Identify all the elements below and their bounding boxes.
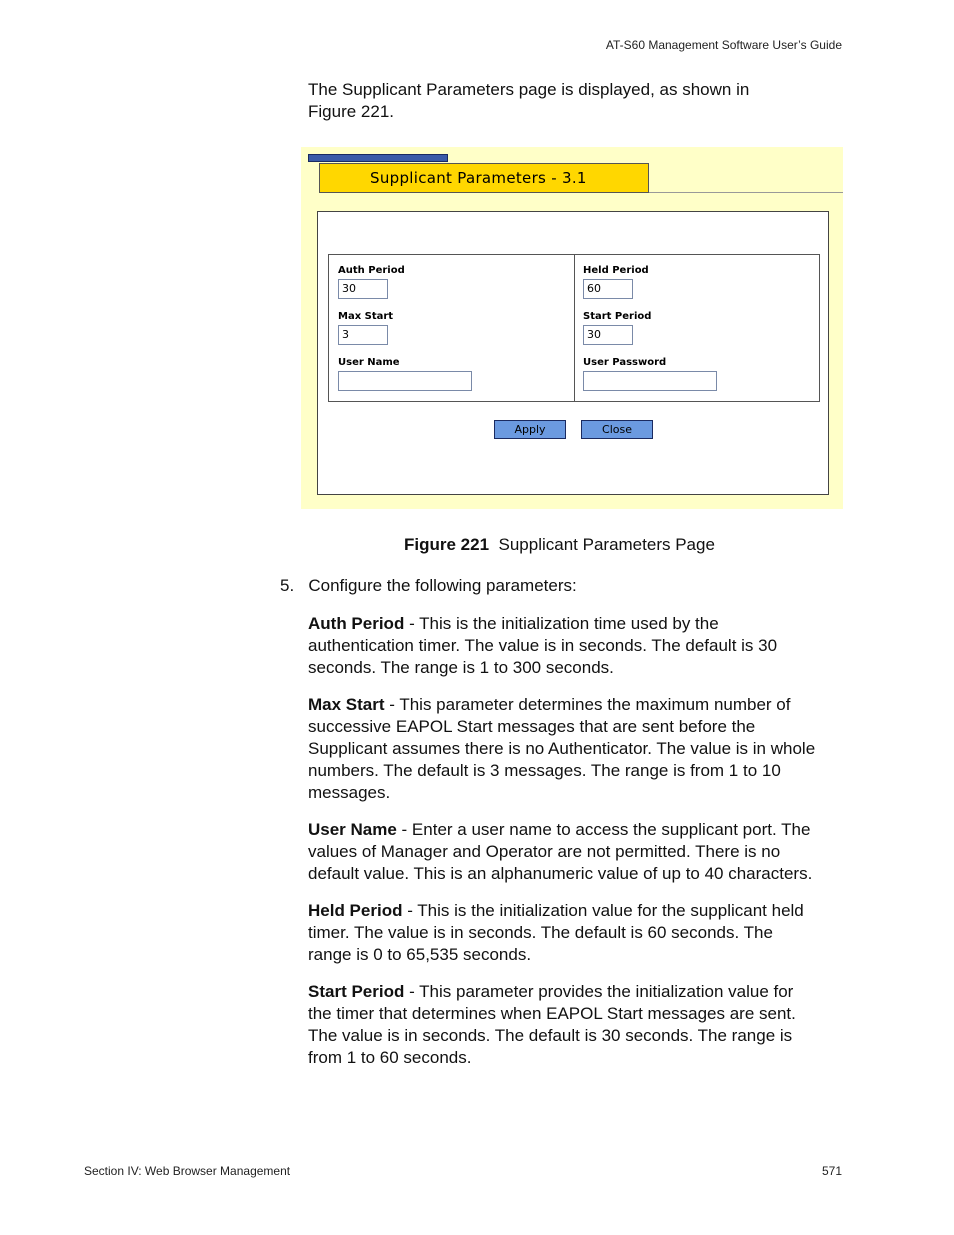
param-max-start [308,694,818,804]
param-desc: - This parameter provides the initialization value for the timer that determines when EAPOL Start messages are sent. The value is in seconds. The default is 30 seconds. The range is from 1 to 60 seconds. [308,982,796,1067]
param-desc: - Enter a user name to access the supplicant port. The values of Manager and Operator are not permitted. There is no default value. This is an alphanumeric value of up to 40 characters. [308,820,813,883]
close-button[interactable]: Close [581,420,653,439]
param-term: Start Period [308,982,405,1001]
figure-caption-number: Figure 221 [404,535,490,554]
figure-column-divider [574,255,575,401]
held-period-input[interactable]: 60 [583,279,633,299]
param-term: Held Period [308,901,403,920]
auth-period-input[interactable]: 30 [338,279,388,299]
param-desc: - This parameter determines the maximum number of successive EAPOL Start messages that are sent before the Supplicant assumes there is no Authenticator. The value is in whole numbers. The default is 3 messages. The range is from 1 to 10 messages. [308,695,816,802]
start-period-input[interactable]: 30 [583,325,633,345]
auth-period-label: Auth Period [338,265,405,276]
running-header: AT-S60 Management Software User’s Guide [605,38,842,52]
user-name-input[interactable] [338,371,472,391]
figure-caption [404,535,715,555]
apply-button[interactable]: Apply [494,420,566,439]
param-user-name [308,819,818,885]
figure-fields-box [328,254,820,402]
start-period-label: Start Period [583,311,652,322]
figure-form-panel [317,211,829,495]
step-number: 5. [280,576,295,595]
figure-page-title: Supplicant Parameters - 3.1 [370,169,587,187]
footer-section: Section IV: Web Browser Management [84,1164,291,1178]
max-start-input[interactable]: 3 [338,325,388,345]
user-name-label: User Name [338,357,400,368]
figure-title-box [319,163,649,193]
param-desc: - This is the initialization value for the supplicant held timer. The value is in seconds. The default is 60 seconds. The range is 0 to 65,535 seconds. [308,901,804,964]
step-5 [280,576,577,596]
max-start-label: Max Start [338,311,394,322]
user-password-label: User Password [583,357,667,368]
figure-caption-text: Supplicant Parameters Page [498,535,715,554]
step-text: Configure the following parameters: [308,576,577,595]
param-term: Max Start [308,695,385,714]
param-desc: - This is the initialization time used by the authentication timer. The value is in seconds. The default is 30 seconds. The range is 1 to 300 seconds. [308,614,778,677]
figure-supplicant-parameters [301,147,843,509]
param-term: Auth Period [308,614,405,633]
footer-page-number: 571 [822,1164,843,1178]
intro-paragraph: The Supplicant Parameters page is displayed, as shown in Figure 221. [308,80,750,121]
param-held-period [308,900,818,966]
param-start-period [308,981,818,1069]
figure-title-rule [649,192,843,193]
param-auth-period [308,613,818,679]
figure-tab-strip [308,154,448,162]
param-term: User Name [308,820,397,839]
held-period-label: Held Period [583,265,649,276]
user-password-input[interactable] [583,371,717,391]
